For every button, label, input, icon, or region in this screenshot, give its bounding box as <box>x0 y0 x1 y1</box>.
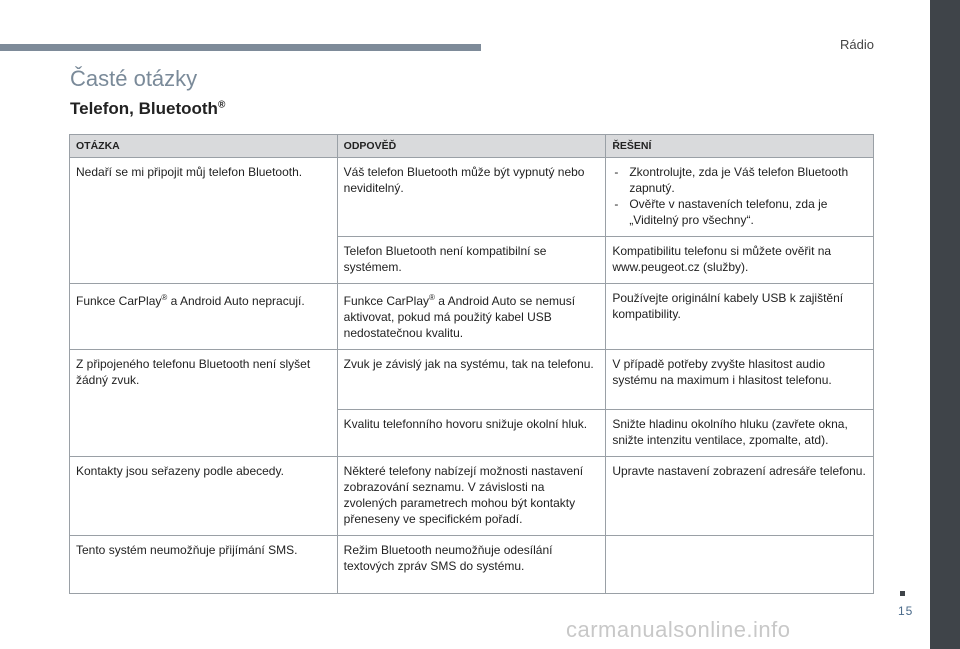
question-cell <box>70 284 338 350</box>
table-row <box>70 350 874 410</box>
answer-cell: Kvalitu telefonního hovoru snižuje okolní hluk. <box>337 410 606 457</box>
section-label: Rádio <box>840 37 874 52</box>
answer-cell: Režim Bluetooth neumožňuje odesílání textových zpráv SMS do systému. <box>337 536 606 594</box>
registered-mark: ® <box>161 293 168 302</box>
column-header-question: OTÁZKA <box>70 135 338 158</box>
solution-cell: Upravte nastavení zobrazení adresáře telefonu. <box>606 457 874 536</box>
answer-text: Funkce CarPlay <box>343 294 430 308</box>
solution-list-item: - Ověřte v nastaveních telefonu, zda je „Viditelný pro všechny“. <box>612 196 867 228</box>
answer-cell: Telefon Bluetooth není kompatibilní se systémem. <box>337 237 606 284</box>
table-row <box>70 284 874 350</box>
solution-list <box>612 164 867 228</box>
solution-cell <box>606 158 874 237</box>
answer-cell: Některé telefony nabízejí možnosti nastavení zobrazování seznamu. V závislosti na zvolených parametrech mohou být kontakty přeneseny ve specifickém pořadí. <box>337 457 606 536</box>
answer-cell: Zvuk je závislý jak na systému, tak na telefonu. <box>337 350 606 410</box>
subtitle-text: Telefon, Bluetooth <box>70 99 218 118</box>
question-cell <box>70 237 338 284</box>
watermark: carmanualsonline.info <box>566 617 791 642</box>
registered-mark: ® <box>429 293 435 302</box>
page-number: 15 <box>898 604 914 618</box>
solution-cell: Kompatibilitu telefonu si můžete ověřit na www.peugeot.cz (služby). <box>606 237 874 284</box>
table-row <box>70 237 874 284</box>
question-cell <box>70 410 338 457</box>
solution-list-item: - Zkontrolujte, zda je Váš telefon Bluetooth zapnutý. <box>612 164 867 196</box>
page-title: Časté otázky <box>70 66 198 91</box>
column-header-answer: ODPOVĚĎ <box>337 135 606 158</box>
table-row <box>70 410 874 457</box>
solution-cell: V případě potřeby zvyšte hlasitost audio systému na maximum i hlasitost telefonu. <box>606 350 874 410</box>
question-cell: Kontakty jsou seřazeny podle abecedy. <box>70 457 338 536</box>
table-row <box>70 536 874 594</box>
table-row <box>70 457 874 536</box>
registered-mark: ® <box>217 99 226 111</box>
top-accent-bar <box>0 44 481 51</box>
question-text: a Android Auto nepracují. <box>167 294 305 308</box>
solution-cell <box>606 536 874 594</box>
table-header-row <box>70 135 874 158</box>
faq-table <box>69 134 874 594</box>
solution-cell: Snižte hladinu okolního hluku (zavřete okna, snižte intenzitu ventilace, zpomalte, atd). <box>606 410 874 457</box>
column-header-solution: ŘEŠENÍ <box>606 135 874 158</box>
question-text: Funkce CarPlay <box>76 294 162 308</box>
page-marker <box>900 591 905 596</box>
table-row <box>70 158 874 237</box>
question-cell: Nedaří se mi připojit můj telefon Bluetooth. <box>70 158 338 237</box>
question-cell: Z připojeného telefonu Bluetooth není slyšet žádný zvuk. <box>70 350 338 410</box>
solution-cell: Používejte originální kabely USB k zajištění kompatibility. <box>606 284 874 350</box>
answer-cell: Váš telefon Bluetooth může být vypnutý nebo neviditelný. <box>337 158 606 237</box>
question-cell: Tento systém neumožňuje přijímání SMS. <box>70 536 338 594</box>
answer-cell <box>337 284 606 350</box>
answer-text: a Android Auto se nemusí aktivovat, pokud má použitý kabel USB nedostatečnou kvalitu. <box>343 294 576 340</box>
section-subtitle <box>70 99 225 119</box>
right-side-band <box>930 0 960 649</box>
